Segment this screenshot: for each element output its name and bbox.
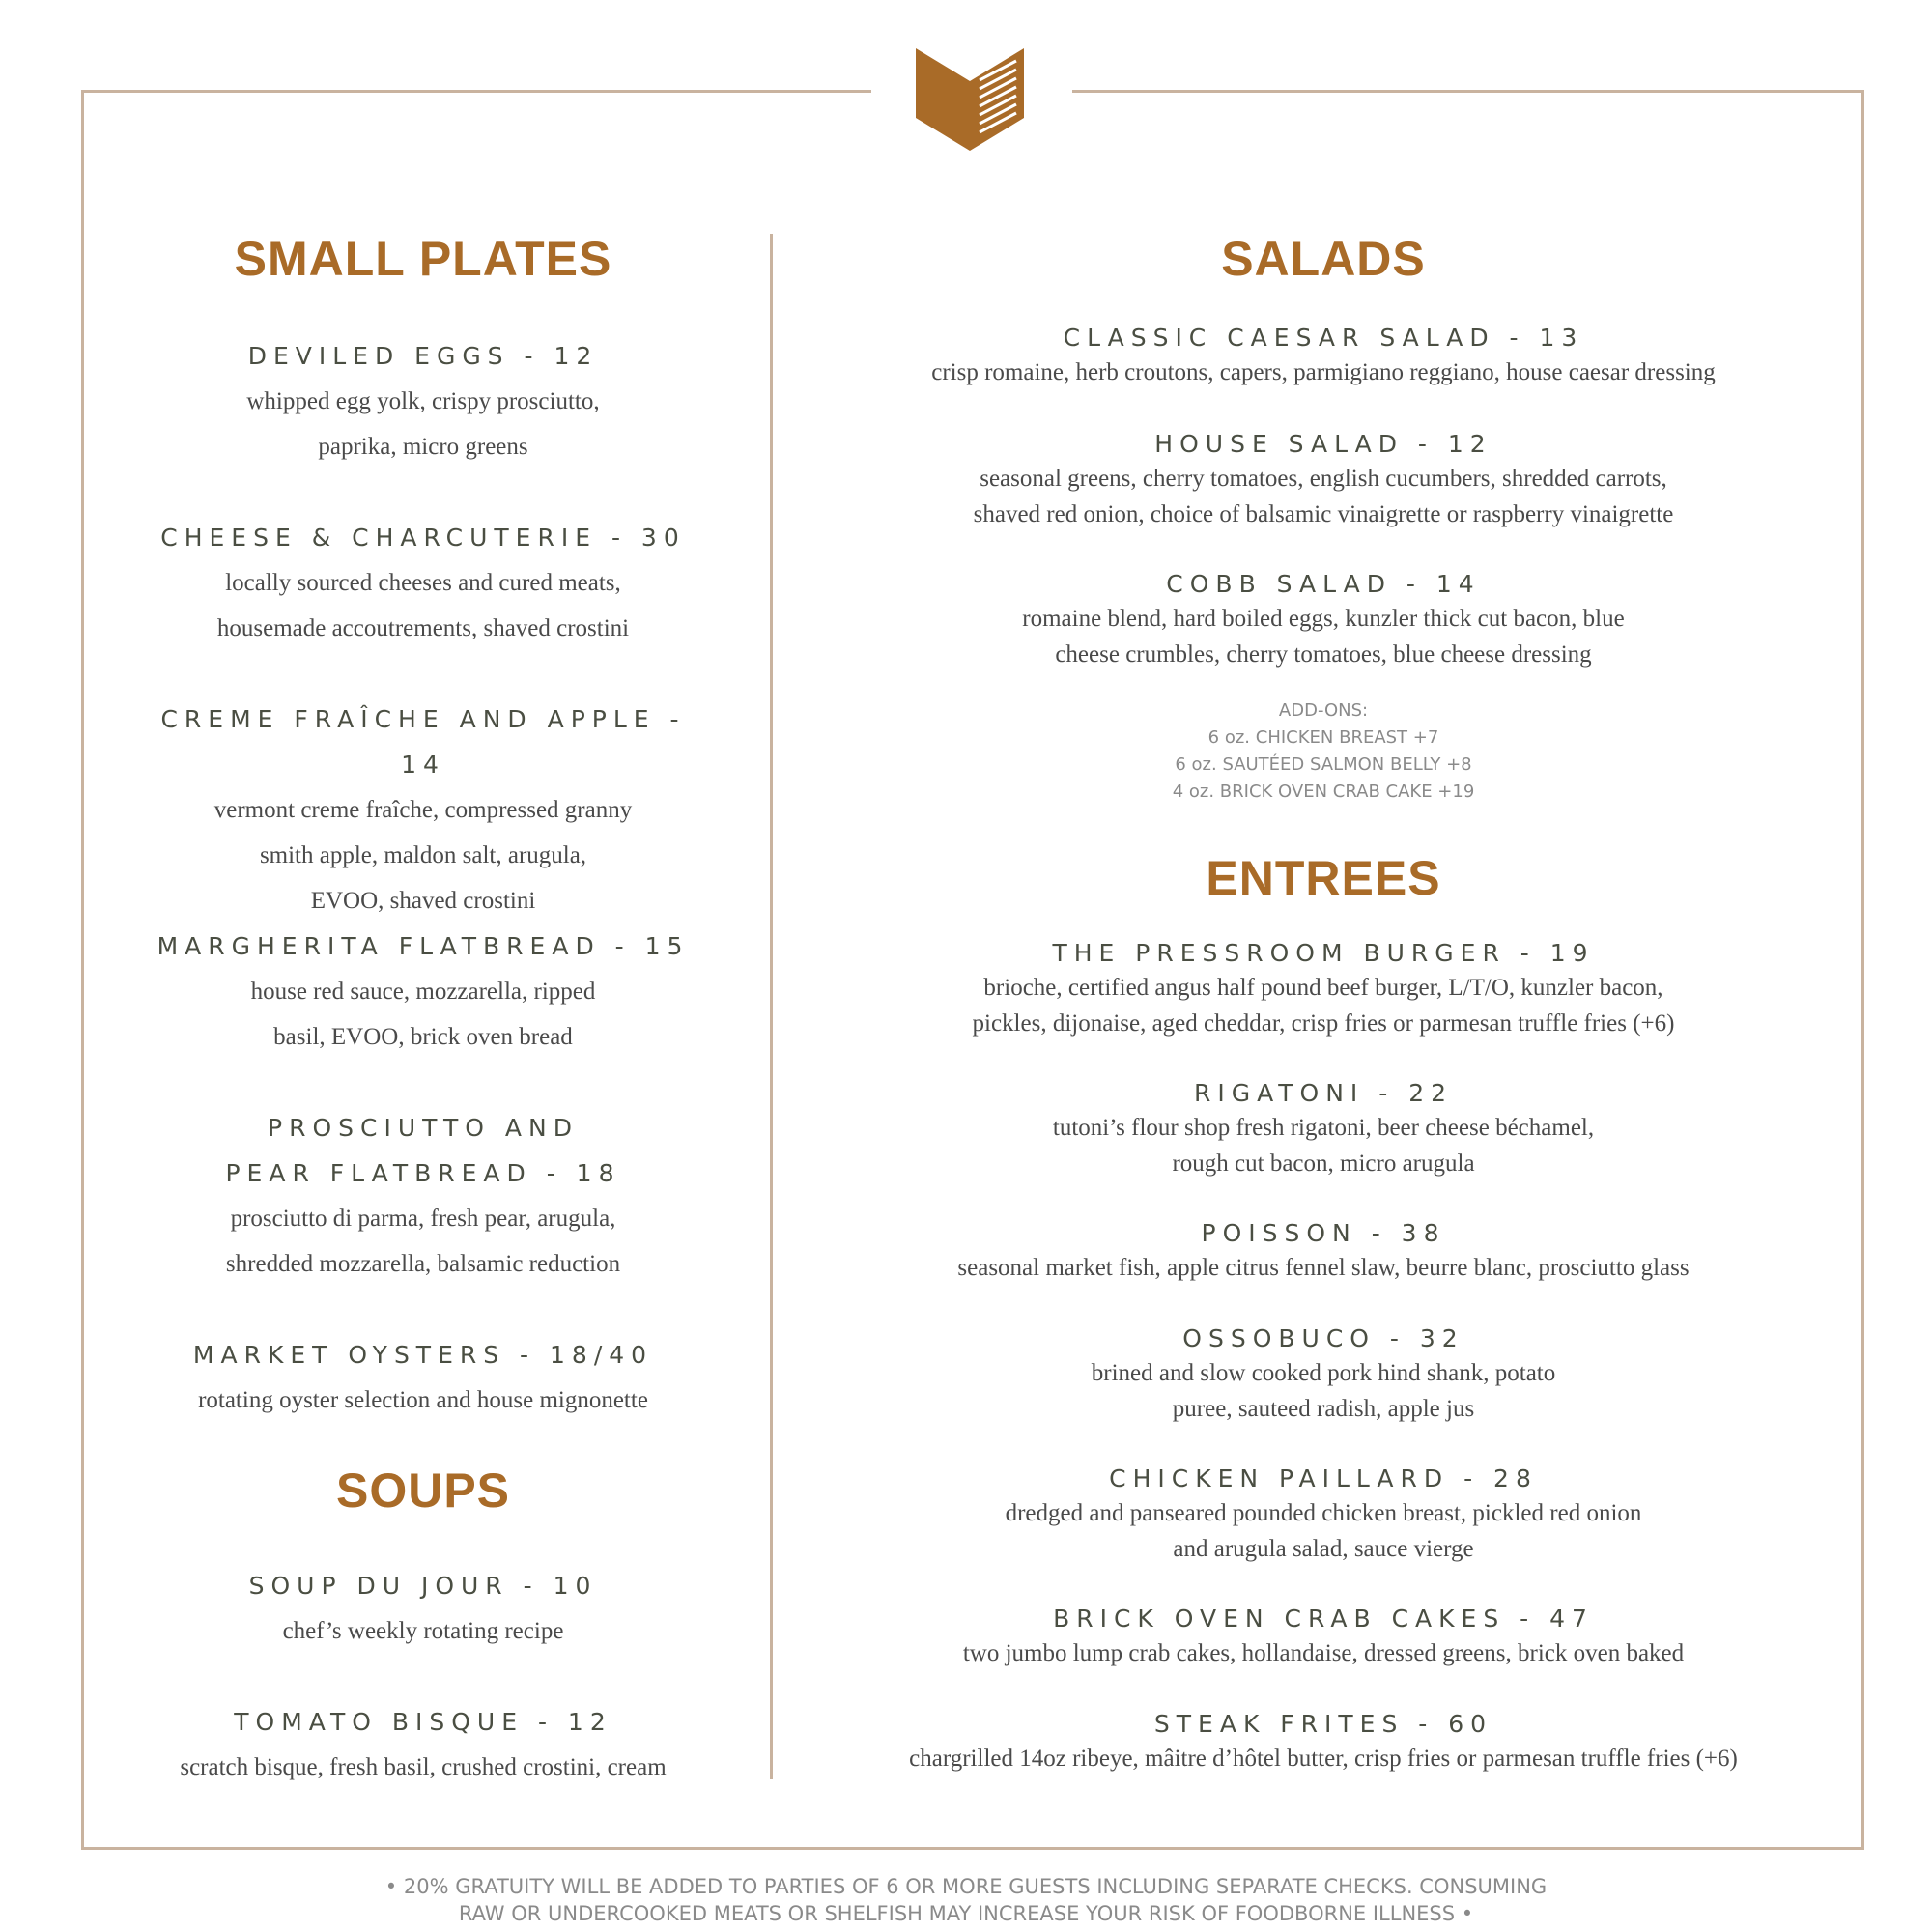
item-description: brined and slow cooked pork hind shank, potato puree, sauteed radish, apple jus <box>1091 1360 1556 1422</box>
item-description: rotating oyster selection and house mignonette <box>198 1387 648 1413</box>
menu-item <box>133 1332 713 1423</box>
item-description: vermont creme fraîche, compressed granny smith apple, maldon salt, arugula, EVOO, shaved crostini <box>213 797 633 914</box>
item-description: seasonal greens, cherry tomatoes, english cucumbers, shredded carrots, shaved red onion, choice of balsamic vinaigrette or raspberry vinaigrette <box>973 466 1674 527</box>
salads-heading: SALADS <box>1221 232 1426 286</box>
item-name: STEAK FRITES - 60 <box>1153 1710 1493 1738</box>
entrees-heading: ENTREES <box>1206 851 1441 905</box>
item-name: MARKET OYSTERS - 18/40 <box>192 1341 654 1369</box>
menu-item <box>869 428 1777 532</box>
item-description: crisp romaine, herb croutons, capers, parmigiano reggiano, house caesar dressing <box>931 359 1716 385</box>
item-description: tutoni’s flour shop fresh rigatoni, beer cheese béchamel, rough cut bacon, micro arugula <box>1052 1115 1595 1177</box>
menu-item <box>869 1322 1777 1427</box>
item-description: scratch bisque, fresh basil, crushed crostini, cream <box>180 1754 667 1780</box>
frame-left <box>81 90 84 1850</box>
addons-heading: ADD-ONS: <box>1278 700 1369 721</box>
item-name: POISSON - 38 <box>1201 1219 1446 1247</box>
item-name: OSSOBUCO - 32 <box>1182 1324 1464 1352</box>
menu-item <box>133 696 713 923</box>
item-name: BRICK OVEN CRAB CAKES - 47 <box>1053 1605 1594 1633</box>
item-name: DEVILED EGGS - 12 <box>247 342 599 370</box>
salad-addons <box>1005 697 1642 806</box>
footer-line: RAW OR UNDERCOOKED MEATS OR SHELFISH MAY INCREASE YOUR RISK OF FOODBORNE ILLNESS • <box>458 1902 1474 1925</box>
menu-item <box>133 515 713 651</box>
item-name: PROSCIUTTO AND PEAR FLATBREAD - 18 <box>225 1114 621 1187</box>
menu-item <box>133 1105 713 1287</box>
menu-item <box>869 1217 1777 1286</box>
item-name: CLASSIC CAESAR SALAD - 13 <box>1063 324 1584 352</box>
item-description: house red sauce, mozzarella, ripped basil, EVOO, brick oven bread <box>250 979 596 1050</box>
frame-top-right <box>1072 90 1864 93</box>
item-name: HOUSE SALAD - 12 <box>1154 430 1492 458</box>
item-description: prosciutto di parma, fresh pear, arugula, shredded mozzarella, balsamic reduction <box>225 1206 621 1277</box>
item-name: CHEESE & CHARCUTERIE - 30 <box>160 524 686 552</box>
menu-item <box>869 937 1777 1041</box>
item-name: CHICKEN PAILLARD - 28 <box>1109 1464 1538 1492</box>
item-name: SOUP DU JOUR - 10 <box>248 1572 598 1600</box>
menu-item <box>869 1603 1777 1671</box>
item-description: chargrilled 14oz ribeye, mâitre d’hôtel butter, crisp fries or parmesan truffle fries (+6) <box>909 1746 1738 1772</box>
addon-line: 6 oz. CHICKEN BREAST +7 <box>1208 727 1439 748</box>
item-name: CREME FRAÎCHE AND APPLE - 14 <box>160 705 686 779</box>
item-name: RIGATONI - 22 <box>1193 1079 1454 1107</box>
menu-item <box>869 1708 1777 1776</box>
addon-line: 6 oz. SAUTÉED SALMON BELLY +8 <box>1175 754 1472 775</box>
menu-item <box>133 923 713 1060</box>
menu-item <box>133 1699 713 1790</box>
frame-right <box>1861 90 1864 1850</box>
menu-item <box>869 568 1777 672</box>
soups-heading: SOUPS <box>335 1463 511 1518</box>
footer-disclaimer <box>193 1873 1739 1927</box>
item-name: COBB SALAD - 14 <box>1166 570 1481 598</box>
item-name: THE PRESSROOM BURGER - 19 <box>1052 939 1595 967</box>
small-plates-heading: SMALL PLATES <box>234 232 612 286</box>
menu-item <box>869 1463 1777 1567</box>
menu-item <box>869 1077 1777 1181</box>
item-description: dredged and panseared pounded chicken breast, pickled red onion and arugula salad, sauce vierge <box>1005 1500 1642 1562</box>
item-name: TOMATO BISQUE - 12 <box>234 1708 612 1736</box>
addon-line: 4 oz. BRICK OVEN CRAB CAKE +19 <box>1172 781 1475 802</box>
footer-line: • 20% GRATUITY WILL BE ADDED TO PARTIES OF 6 OR MORE GUESTS INCLUDING SEPARATE CHECKS. CONSUMING <box>384 1875 1548 1898</box>
item-description: whipped egg yolk, crispy prosciutto, paprika, micro greens <box>246 388 600 460</box>
item-description: brioche, certified angus half pound beef burger, L/T/O, kunzler bacon, pickles, dijonaise, aged cheddar, crisp fries or parmesan truffle fries (+6) <box>972 975 1675 1037</box>
column-divider <box>770 234 773 1779</box>
item-description: seasonal market fish, apple citrus fennel slaw, beurre blanc, prosciutto glass <box>957 1255 1690 1281</box>
item-description: romaine blend, hard boiled eggs, kunzler thick cut bacon, blue cheese crumbles, cherry tomatoes, blue cheese dressing <box>1022 606 1625 668</box>
frame-bottom <box>81 1847 1864 1850</box>
menu-item <box>133 333 713 469</box>
open-book-icon <box>916 48 1024 151</box>
frame-top-left <box>81 90 871 93</box>
menu-item <box>133 1563 713 1654</box>
menu-item <box>869 322 1777 390</box>
item-description: two jumbo lump crab cakes, hollandaise, dressed greens, brick oven baked <box>962 1640 1685 1666</box>
item-description: chef’s weekly rotating recipe <box>282 1618 564 1644</box>
item-name: MARGHERITA FLATBREAD - 15 <box>156 932 690 960</box>
item-description: locally sourced cheeses and cured meats, housemade accoutrements, shaved crostini <box>216 570 630 641</box>
